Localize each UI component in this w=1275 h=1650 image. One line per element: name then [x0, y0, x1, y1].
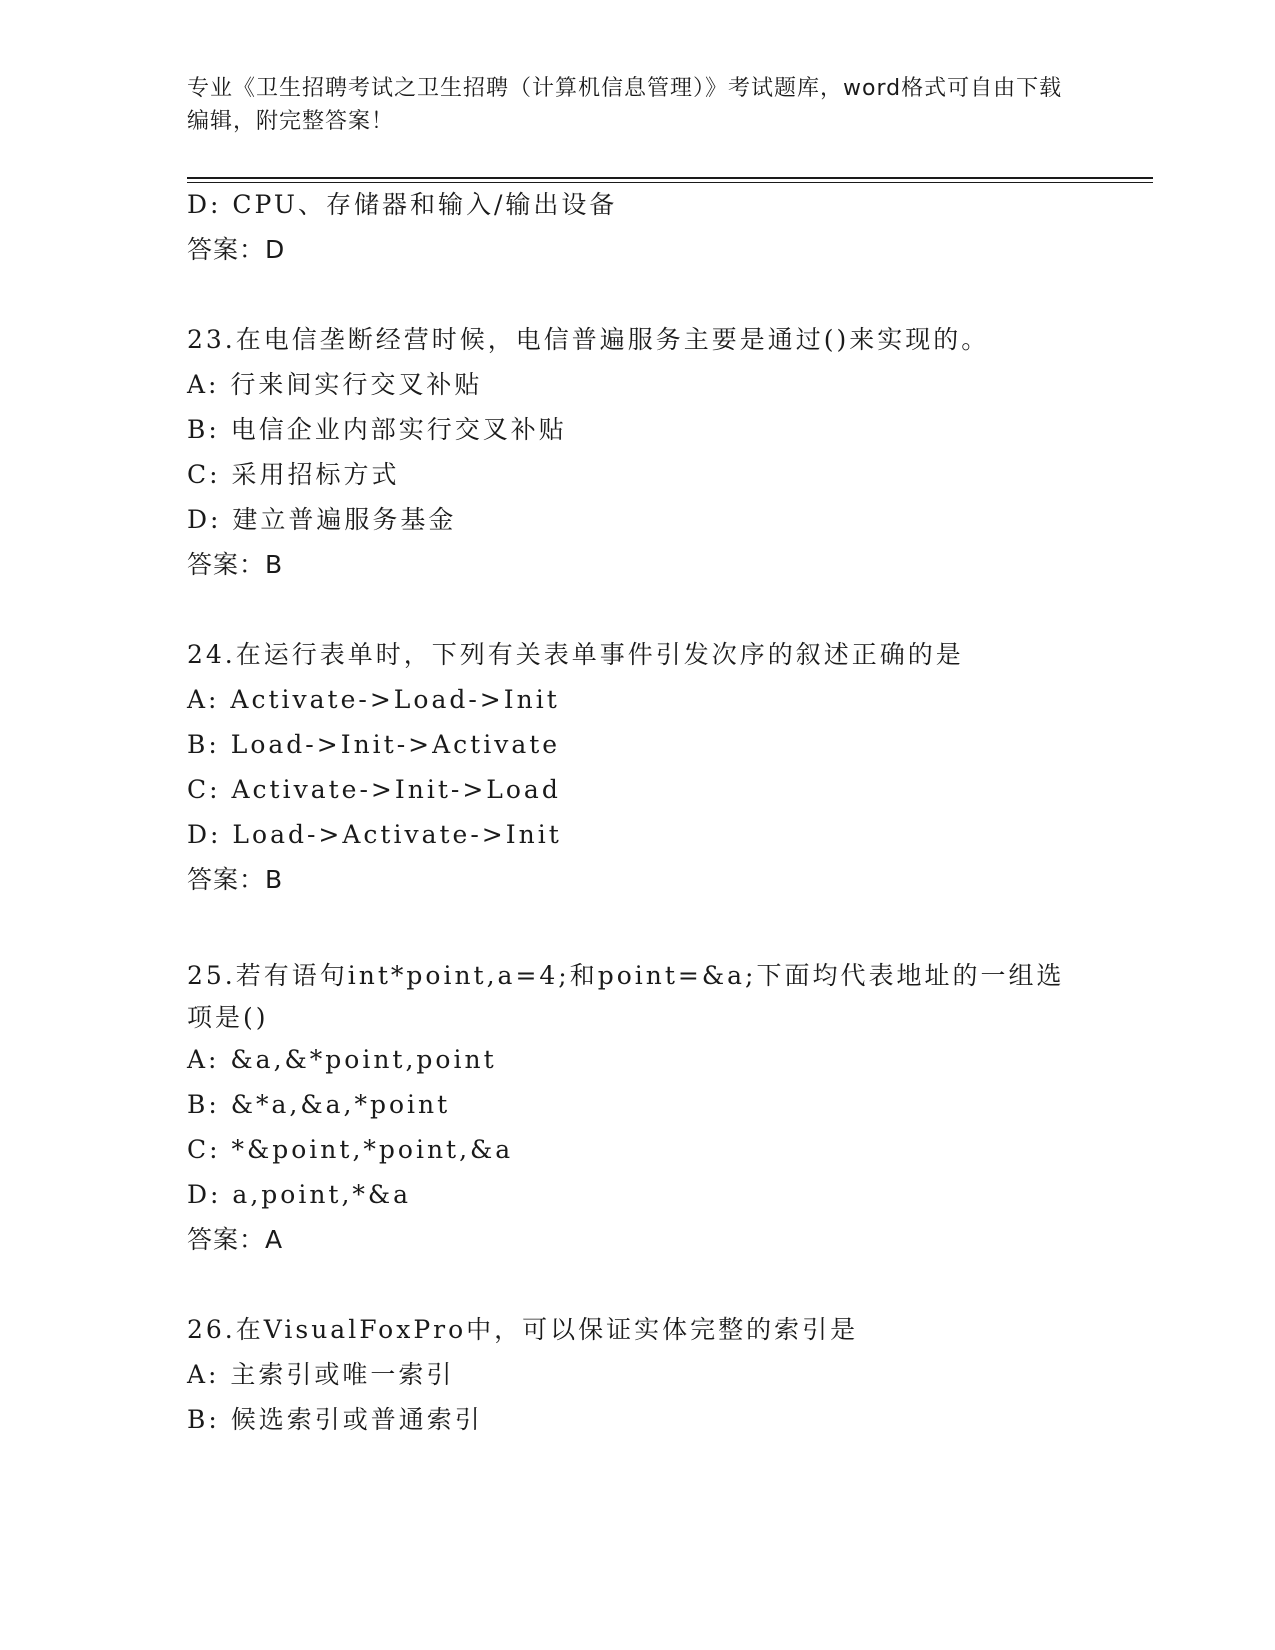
option-d: D: CPU、存储器和输入/输出设备 — [187, 190, 618, 219]
option-c: C: 采用招标方式 — [187, 460, 400, 489]
answer-line: 答案：B — [187, 865, 284, 894]
question-stem: 23.在电信垄断经营时候，电信普遍服务主要是通过()来实现的。 — [187, 325, 990, 354]
question-stem: 24.在运行表单时，下列有关表单事件引发次序的叙述正确的是 — [187, 640, 964, 669]
question-26 — [187, 1315, 1087, 1435]
question-24 — [187, 640, 1087, 895]
option-a: A: 行来间实行交叉补贴 — [187, 370, 483, 399]
answer-line: 答案：D — [187, 235, 286, 264]
option-a: A: &a,&*point,point — [187, 1045, 497, 1074]
option-d: D: a,point,*&a — [187, 1180, 412, 1209]
option-b: B: &*a,&a,*point — [187, 1090, 451, 1119]
option-a: A: 主索引或唯一索引 — [187, 1360, 455, 1389]
option-a: A: Activate->Load->Init — [187, 685, 560, 714]
option-b: B: 候选索引或普通索引 — [187, 1405, 483, 1434]
question-stem: 25.若有语句int*point,a=4;和point=&a;下面均代表地址的一组选项是() — [187, 961, 1065, 1032]
answer-line: 答案：B — [187, 550, 284, 579]
option-d: D: 建立普遍服务基金 — [187, 505, 457, 534]
answer-line: 答案：A — [187, 1225, 284, 1254]
question-stem: 26.在VisualFoxPro中，可以保证实体完整的索引是 — [187, 1315, 859, 1344]
option-c: C: *&point,*point,&a — [187, 1135, 514, 1164]
document-header: 专业《卫生招聘考试之卫生招聘（计算机信息管理）》考试题库，word格式可自由下载编辑，附完整答案！ — [187, 76, 1063, 134]
option-b: B: 电信企业内部实行交叉补贴 — [187, 415, 567, 444]
question-25 — [187, 955, 1087, 1255]
question-23 — [187, 325, 1087, 580]
option-c: C: Activate->Init->Load — [187, 775, 561, 804]
question-content — [187, 190, 1087, 1450]
option-d: D: Load->Activate->Init — [187, 820, 562, 849]
header-divider — [187, 177, 1153, 183]
option-b: B: Load->Init->Activate — [187, 730, 561, 759]
